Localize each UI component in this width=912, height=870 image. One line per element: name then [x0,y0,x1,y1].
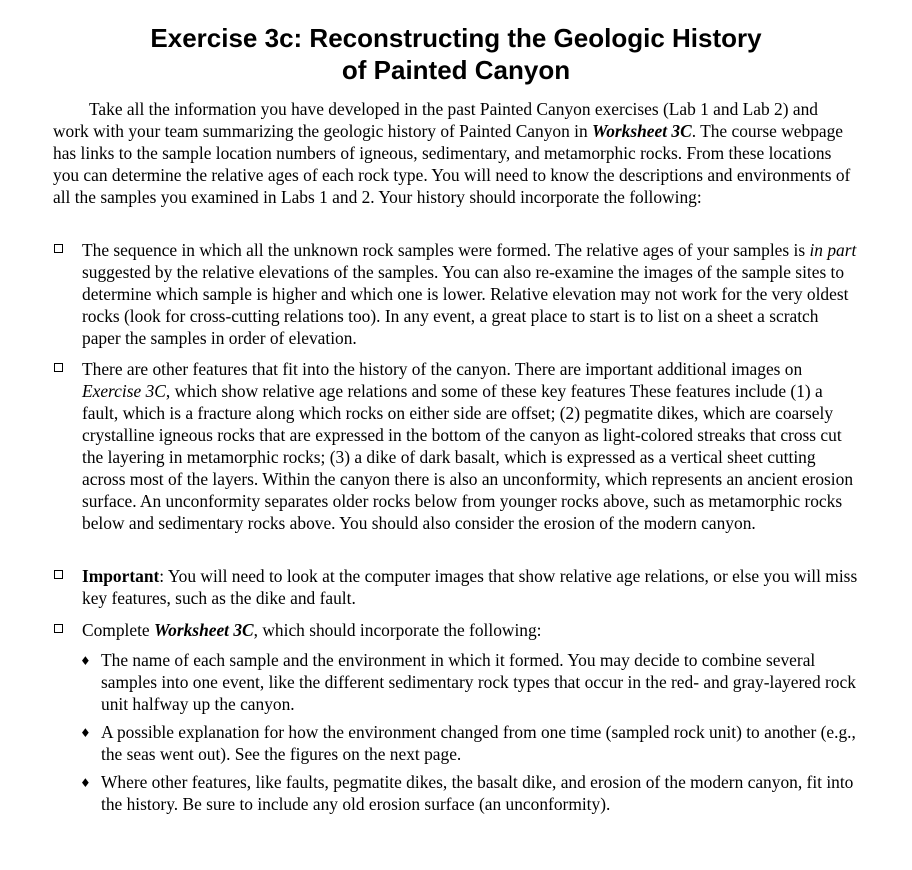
checklist-item-text [82,239,860,349]
checklist-item-text [82,619,860,641]
intro-paragraph [53,98,858,208]
sub-bullet-text: The name of each sample and the environment in which it formed. You may decide to combine several samples into one event, like the different sedimentary rock types that occur in the red- and gray-layered rock unit halfway up the canyon. [101,650,856,714]
item-text-2: suggested by the relative elevations of the samples. You can also re-examine the images of the sample sites to determine which sample is higher and which one is lower. Relative elevation may not work for the very oldest rocks (look for cross-cutting relations too). In any event, a great place to start is to list on a sheet a scratch paper the samples in order of elevation. [82,262,849,348]
item-text-2: : You will need to look at the computer images that show relative age relations, or else you will miss key features, such as the dike and fault. [82,566,858,608]
intro-text-2: . The course webpage has links to the sample location numbers of igneous, sedimentary, and metamorphic rocks. From these locations you can determine the relative ages of each rock type. You will need to know the descriptions and environments of all the samples you examined in Labs 1 and 2. Your history should incorporate the following: [53,121,851,207]
intro-text-1: Take all the information you have developed in the past Painted Canyon exercises (Lab 1 and Lab 2) and work with your team summarizing the geologic history of Painted Canyon in [53,99,818,141]
item-text-1: Complete [82,620,154,640]
diamond-bullet-icon: ♦ [80,776,91,790]
page-title [0,22,912,86]
checklist-item-text [82,358,860,534]
diamond-bullet-icon: ♦ [80,726,91,740]
sub-bullet-text: Where other features, like faults, pegmatite dikes, the basalt dike, and erosion of the modern canyon, fit into the history. Be sure to include any old erosion surface (an unconformity). [101,772,854,814]
checklist-item-text [82,565,860,609]
item-emphasis: Important [82,566,160,586]
intro-worksheet-ref: Worksheet 3C [592,121,692,141]
diamond-bullet-icon: ♦ [80,654,91,668]
checkbox-icon[interactable] [54,624,63,633]
item-emphasis: Worksheet 3C [153,620,254,640]
item-emphasis: in part [809,240,857,260]
item-emphasis: Exercise 3C [82,381,166,401]
checkbox-icon[interactable] [54,570,63,579]
checkbox-icon[interactable] [54,363,63,372]
item-text-2: , which show relative age relations and some of these key features These features include (1) a fault, which is a fracture along which rocks on either side are offset; (2) pegmatite dikes, which are coarsely crystalline igneous rocks that are expressed in the bottom of the canyon as light-colored streaks that cross cut the layering in metamorphic rocks; (3) a dike of dark basalt, which is expressed as a vertical sheet cutting across most of the layers. Within the canyon there is also an unconformity, which represents an ancient erosion surface. An unconformity separates older rocks below from younger rocks above, such as metamorphic rocks below and sedimentary rocks above. You should also consider the erosion of the modern canyon. [82,381,854,533]
page-title-line-2: of Painted Canyon [341,55,571,85]
page-title-line-1: Exercise 3c: Reconstructing the Geologic History [150,23,762,53]
sub-bullet-text: A possible explanation for how the environment changed from one time (sampled rock unit) to another (e.g., the seas went out). See the figures on the next page. [101,722,856,764]
item-text-2: , which should incorporate the following: [253,620,542,640]
item-text-1: The sequence in which all the unknown rock samples were formed. The relative ages of your samples is [82,240,810,260]
item-text-1: There are other features that fit into the history of the canyon. There are important additional images on [82,359,803,379]
checkbox-icon[interactable] [54,244,63,253]
